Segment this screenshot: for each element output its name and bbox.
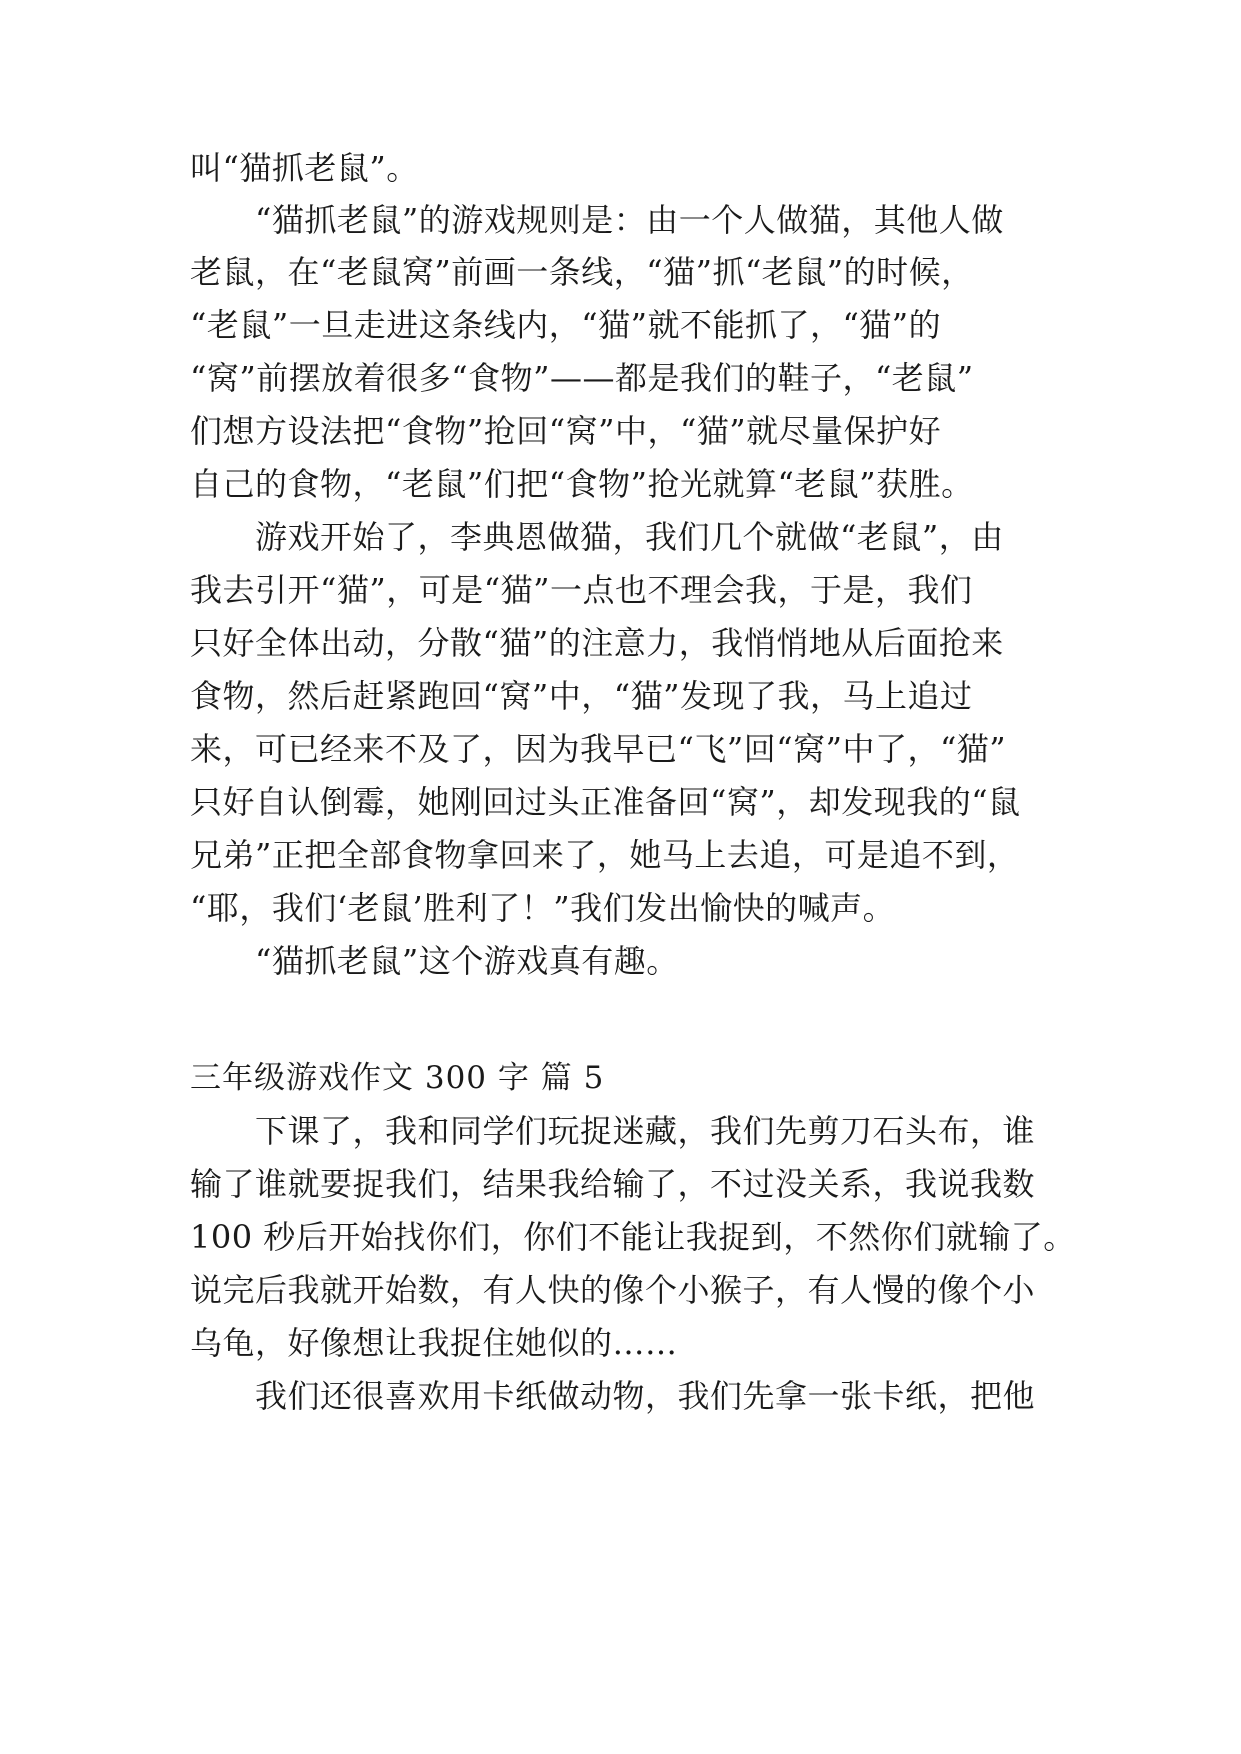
paragraph-line: “猫抓老鼠”的游戏规则是：由一个人做猫，其他人做 — [255, 201, 1004, 239]
paragraph-line: 我去引开“猫”，可是“猫”一点也不理会我，于是，我们 — [190, 571, 973, 609]
paragraph-line: “老鼠”一旦走进这条线内，“猫”就不能抓了，“猫”的 — [190, 306, 942, 344]
paragraph-line: 说完后我就开始数，有人快的像个小猴子，有人慢的像个小 — [190, 1271, 1036, 1309]
paragraph-line: 兄弟”正把全部食物拿回来了，她马上去追，可是追不到， — [190, 836, 1020, 874]
paragraph-line: 我们还很喜欢用卡纸做动物，我们先拿一张卡纸，把他 — [255, 1377, 1036, 1415]
paragraph-line: “耶，我们‘老鼠’胜利了！”我们发出愉快的喊声。 — [190, 889, 896, 927]
paragraph-line: 们想方设法把“食物”抢回“窝”中，“猫”就尽量保护好 — [190, 412, 942, 450]
section-heading: 三年级游戏作文 300 字 篇 5 — [190, 1060, 605, 1096]
paragraph-line: “猫抓老鼠”这个游戏真有趣。 — [255, 942, 679, 980]
paragraph-line: 来，可已经来不及了，因为我早已“飞”回“窝”中了，“猫” — [190, 730, 1007, 768]
paragraph-line: 乌龟，好像想让我捉住她似的…… — [190, 1324, 678, 1362]
paragraph-line: “窝”前摆放着很多“食物”——都是我们的鞋子，“老鼠” — [190, 359, 974, 397]
paragraph-line: 游戏开始了，李典恩做猫，我们几个就做“老鼠”，由 — [255, 518, 1004, 556]
paragraph-line: 自己的食物，“老鼠”们把“食物”抢光就算“老鼠”获胜。 — [190, 465, 974, 503]
paragraph-line: 老鼠，在“老鼠窝”前画一条线，“猫”抓“老鼠”的时候， — [190, 253, 974, 291]
paragraph-line: 100 秒后开始找你们，你们不能让我捉到，不然你们就输了。 — [190, 1218, 1076, 1256]
paragraph-line: 叫“猫抓老鼠”。 — [190, 149, 419, 187]
paragraph-line: 下课了，我和同学们玩捉迷藏，我们先剪刀石头布，谁 — [255, 1112, 1036, 1150]
paragraph-line: 输了谁就要捉我们，结果我给输了，不过没关系，我说我数 — [190, 1165, 1036, 1203]
paragraph-line: 只好全体出动，分散“猫”的注意力，我悄悄地从后面抢来 — [190, 624, 1004, 662]
paragraph-line: 只好自认倒霉，她刚回过头正准备回“窝”，却发现我的“鼠 — [190, 783, 1021, 821]
paragraph-line: 食物，然后赶紧跑回“窝”中，“猫”发现了我，马上追过 — [190, 677, 973, 715]
